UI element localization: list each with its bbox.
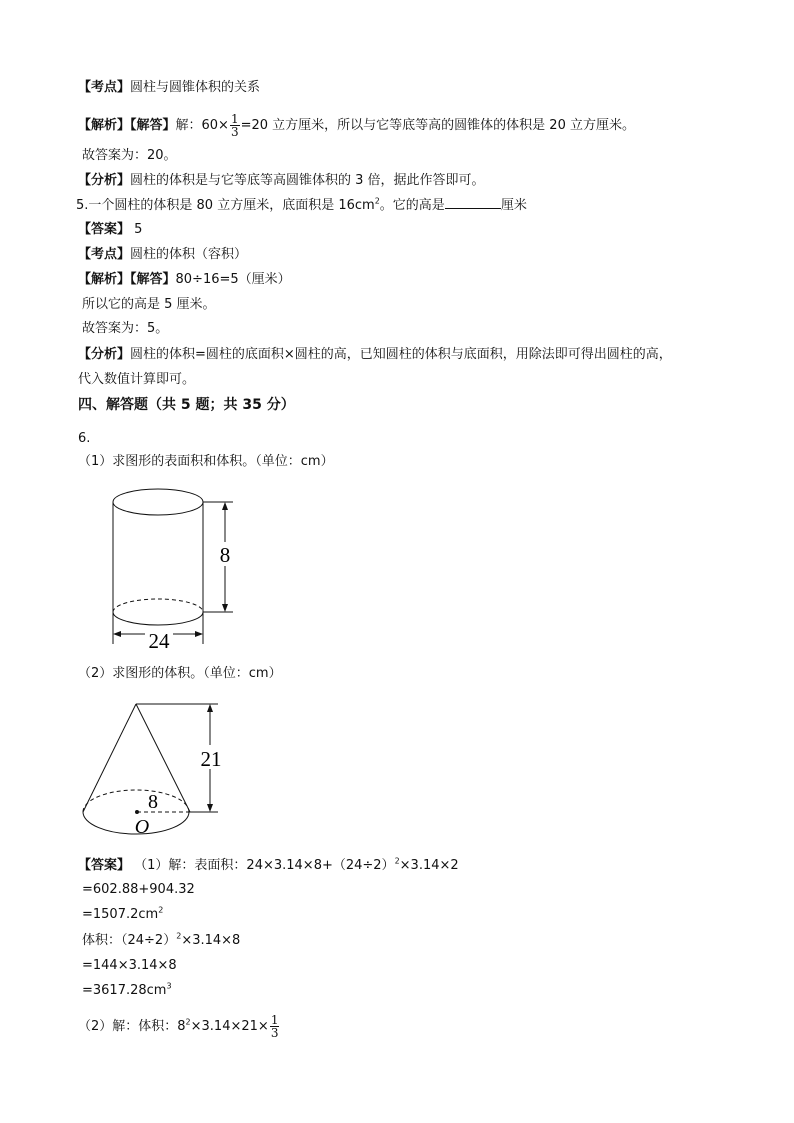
calc-step-4 <box>82 982 172 1000</box>
jiexi-text: 80÷16=5（厘米） <box>175 272 291 287</box>
fenxi-text: 圆柱的体积是与它等底等高圆锥体积的 3 倍，据此作答即可。 <box>130 173 485 188</box>
fenxi-line-5 <box>78 346 672 364</box>
height-label: 8 <box>219 543 231 567</box>
question-5 <box>76 196 527 215</box>
volume-line <box>82 932 240 950</box>
height-arrow-head-top <box>222 502 228 510</box>
cone-base-back <box>83 790 189 812</box>
daan-text: （1）解：表面积：24×3.14×8+（24÷2） <box>130 858 395 873</box>
cone-right-slant <box>136 704 190 812</box>
jiexi-line-1 <box>78 113 635 138</box>
q5-mid: 。它的高是 <box>379 198 445 213</box>
cylinder-top-ellipse <box>113 489 203 515</box>
kaodian-text: 圆柱与圆锥体积的关系 <box>130 80 261 95</box>
answer-line-5: 故答案为：5。 <box>82 321 169 336</box>
cone-height-label: 21 <box>200 747 222 771</box>
calc-step-1: =602.88+904.32 <box>82 882 195 897</box>
fraction-numerator: 1 <box>230 112 239 126</box>
question-6-number: 6. <box>78 431 91 446</box>
diameter-label: 24 <box>148 629 170 653</box>
volume-pre: 体积：（24÷2） <box>82 933 177 948</box>
fraction-one-third <box>230 113 240 138</box>
fraction-numerator: 1 <box>270 1013 279 1027</box>
center-label: O <box>134 816 150 838</box>
fenxi-text: 圆柱的体积=圆柱的底面积×圆柱的高，已知圆柱的体积与底面积，用除法即可得出圆柱的高， <box>130 347 672 362</box>
calc-step-2-text: =1507.2cm <box>82 907 159 922</box>
calc-step-4-text: =3617.28cm <box>82 983 167 998</box>
jiexi-line-5 <box>78 271 291 289</box>
q5-pre: 5.一个圆柱的体积是 80 立方厘米，底面积是 16cm <box>76 198 375 213</box>
so-line-5: 所以它的高是 5 厘米。 <box>82 297 216 312</box>
fraction-one-third <box>270 1014 280 1039</box>
jiexi-tag: 【解析】【解答】 <box>78 272 176 287</box>
calc-step-3: =144×3.14×8 <box>82 958 177 973</box>
kaodian-line-5 <box>78 246 247 264</box>
part-2-sup: 2 <box>185 1017 191 1027</box>
daan-text: 5 <box>130 222 143 237</box>
fraction-denominator: 3 <box>270 1026 279 1040</box>
fenxi-tag: 【分析】 <box>78 173 131 188</box>
cylinder-figure <box>105 484 255 654</box>
fenxi-continuation: 代入数值计算即可。 <box>78 372 196 387</box>
kaodian-text: 圆柱的体积（容积） <box>130 247 248 262</box>
cone-height-arrow-head-bottom <box>207 804 213 812</box>
question-6-part-2: （2）求图形的体积。（单位：cm） <box>78 666 282 681</box>
section-heading: 四、解答题（共 5 题；共 35 分） <box>78 397 295 413</box>
diameter-arrow-head-right <box>195 631 203 637</box>
volume-end: ×3.14×8 <box>181 933 241 948</box>
calc-step-4-sup: 3 <box>166 981 172 991</box>
part-2-mid: ×3.14×21× <box>190 1019 269 1034</box>
jiexi-pre: 解：60× <box>175 118 229 133</box>
cone-center-point <box>135 810 139 814</box>
daan-line-6 <box>78 857 459 875</box>
calc-step-2-sup: 2 <box>158 905 164 915</box>
q5-post: 厘米 <box>500 198 527 213</box>
daan-sup: 2 <box>394 856 400 866</box>
cylinder-bottom-front <box>113 612 203 625</box>
daan-tag: 【答案】 <box>78 222 131 237</box>
fenxi-line-1 <box>78 172 485 190</box>
fraction-denominator: 3 <box>230 125 239 139</box>
answer-line-1: 故答案为：20。 <box>82 148 177 163</box>
diameter-arrow-head-left <box>113 631 121 637</box>
kaodian-line-1 <box>78 79 260 97</box>
volume-sup: 2 <box>176 931 182 941</box>
daan-end: ×3.14×2 <box>399 858 459 873</box>
kaodian-tag: 【考点】 <box>78 80 131 95</box>
radius-label: 8 <box>148 791 158 813</box>
cone-height-arrow-head-top <box>207 704 213 712</box>
calc-step-2 <box>82 906 163 924</box>
cone-figure <box>80 700 230 850</box>
fenxi-tag: 【分析】 <box>78 347 131 362</box>
answer-blank <box>445 196 501 209</box>
part-2-pre: （2）解：体积：8 <box>78 1019 186 1034</box>
part-2-answer <box>78 1014 280 1039</box>
height-arrow-head-bottom <box>222 604 228 612</box>
cone-left-slant <box>83 704 136 812</box>
daan-tag: 【答案】 <box>78 858 131 873</box>
jiexi-post: =20 立方厘米，所以与它等底等高的圆锥体的体积是 20 立方厘米。 <box>240 118 635 133</box>
cylinder-bottom-back <box>113 599 203 612</box>
jiexi-tag: 【解析】【解答】 <box>78 118 176 133</box>
daan-line-5 <box>78 221 142 239</box>
q5-sup: 2 <box>374 196 380 206</box>
kaodian-tag: 【考点】 <box>78 247 131 262</box>
question-6-part-1: （1）求图形的表面积和体积。（单位：cm） <box>78 454 334 469</box>
